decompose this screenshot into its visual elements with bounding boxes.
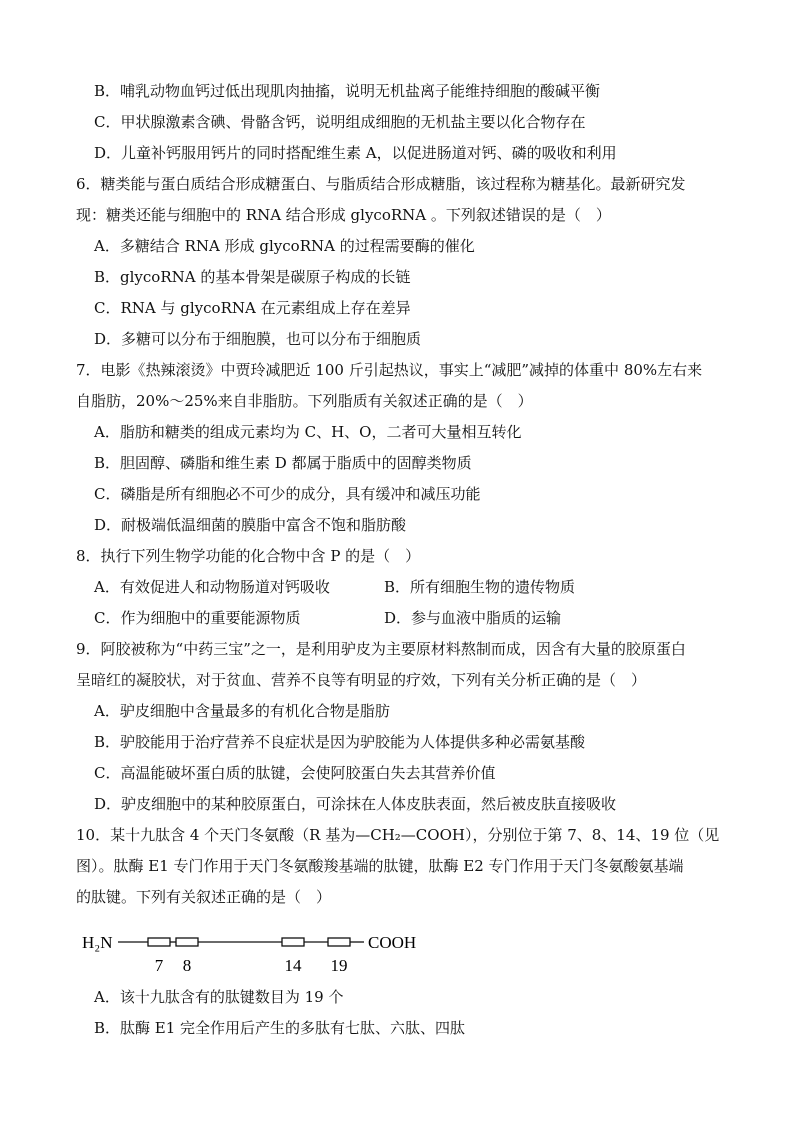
q9-option-d: D．驴皮细胞中的某种胶原蛋白，可涂抹在人体皮肤表面，然后被皮肤直接吸收 — [94, 795, 617, 813]
position-label-8: 8 — [182, 956, 192, 975]
q8-stem: 8．执行下列生物学功能的化合物中含 P 的是（ ） — [76, 547, 421, 565]
q8-option-a: A．有效促进人和动物肠道对钙吸收 — [94, 578, 330, 596]
q9-option-b: B．驴胶能用于治疗营养不良症状是因为驴胶能为人体提供多种必需氨基酸 — [94, 733, 586, 751]
residue-14-box — [282, 938, 304, 946]
q7-stem-line2: 自脂肪，20%～25%来自非脂肪。下列脂质有关叙述正确的是（ ） — [76, 392, 533, 410]
q8-option-c: C．作为细胞中的重要能源物质 — [94, 609, 301, 627]
q7-stem-line1: 7．电影《热辣滚烫》中贾玲减肥近 100 斤引起热议，事实上“减肥”减掉的体重中 80%左右来 — [76, 361, 703, 379]
residue-7-box — [148, 938, 170, 946]
residue-8-box — [176, 938, 198, 946]
q5-option-b: B．哺乳动物血钙过低出现肌肉抽搐，说明无机盐离子能维持细胞的酸碱平衡 — [94, 82, 601, 100]
q9-stem-line1: 9．阿胶被称为“中药三宝”之一，是利用驴皮为主要原材料熬制而成，因含有大量的胶原蛋白 — [76, 640, 686, 658]
q10-stem-line3: 的肽键。下列有关叙述正确的是（ ） — [76, 888, 332, 906]
q7-option-b: B．胆固醇、磷脂和维生素 D 都属于脂质中的固醇类物质 — [94, 454, 472, 472]
q6-option-c: C．RNA 与 glycoRNA 在元素组成上存在差异 — [94, 299, 411, 317]
q10-stem-line2: 图）。肽酶 E1 专门作用于天门冬氨酸羧基端的肽键，肽酶 E2 专门作用于天门冬氨酸氨基端 — [76, 857, 684, 875]
q8-option-d: D．参与血液中脂质的运输 — [384, 609, 562, 627]
q6-option-d: D．多糖可以分布于细胞膜，也可以分布于细胞质 — [94, 330, 422, 348]
q6-stem-line2: 现：糖类还能与细胞中的 RNA 结合形成 glycoRNA 。下列叙述错误的是（ ） — [76, 206, 611, 224]
position-label-7: 7 — [154, 956, 164, 975]
carboxyl-terminus-label: COOH — [368, 933, 417, 952]
q6-option-a: A．多糖结合 RNA 形成 glycoRNA 的过程需要酶的催化 — [94, 237, 475, 255]
q7-option-c: C．磷脂是所有细胞必不可少的成分，具有缓冲和减压功能 — [94, 485, 481, 503]
amino-terminus-label: H₂N — [82, 933, 113, 952]
q8-option-b: B．所有细胞生物的遗传物质 — [384, 578, 576, 596]
q9-option-a: A．驴皮细胞中含量最多的有机化合物是脂肪 — [94, 702, 390, 720]
q10-stem-line1: 10．某十九肽含 4 个天门冬氨酸（R 基为—CH₂—COOH），分别位于第 7、8、14、19 位（见 — [76, 826, 720, 844]
q6-stem-line1: 6．糖类能与蛋白质结合形成糖蛋白、与脂质结合形成糖脂，该过程称为糖基化。最新研究发 — [76, 175, 686, 193]
residue-19-box — [328, 938, 350, 946]
q5-option-c: C．甲状腺激素含碘、骨骼含钙，说明组成细胞的无机盐主要以化合物存在 — [94, 113, 586, 131]
peptide-diagram — [82, 928, 442, 978]
position-label-14: 14 — [284, 956, 302, 975]
position-label-19: 19 — [330, 956, 348, 975]
q9-stem-line2: 呈暗红的凝胶状，对于贫血、营养不良等有明显的疗效，下列有关分析正确的是（ ） — [76, 671, 647, 689]
peptide-chain — [82, 928, 442, 978]
q5-option-d: D．儿童补钙服用钙片的同时搭配维生素 A，以促进肠道对钙、磷的吸收和利用 — [94, 144, 617, 162]
q10-option-a: A．该十九肽含有的肽键数目为 19 个 — [94, 988, 344, 1006]
q9-option-c: C．高温能破坏蛋白质的肽键，会使阿胶蛋白失去其营养价值 — [94, 764, 496, 782]
q10-option-b: B．肽酶 E1 完全作用后产生的多肽有七肽、六肽、四肽 — [94, 1019, 466, 1037]
q7-option-d: D．耐极端低温细菌的膜脂中富含不饱和脂肪酸 — [94, 516, 407, 534]
q6-option-b: B．glycoRNA 的基本骨架是碳原子构成的长链 — [94, 268, 411, 286]
q7-option-a: A．脂肪和糖类的组成元素均为 C、H、O，二者可大量相互转化 — [94, 423, 522, 441]
